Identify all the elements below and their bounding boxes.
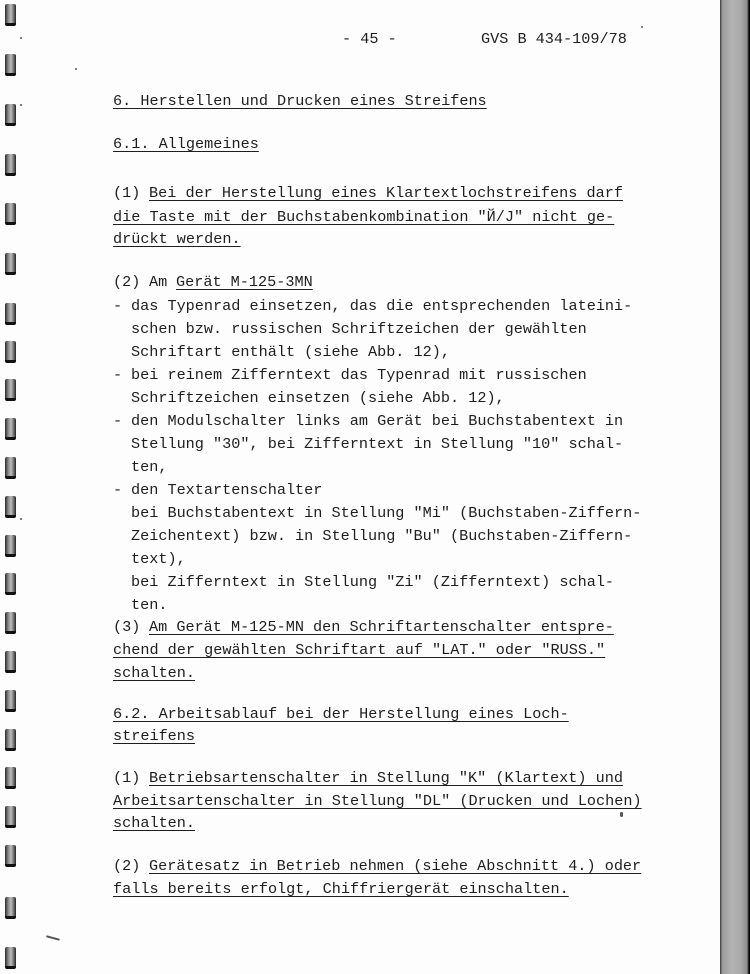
binder-hole <box>5 612 16 634</box>
bullet-line: bei Buchstabentext in Stellung "Mi" (Buchstaben-Ziffern- <box>131 504 642 522</box>
binder-hole <box>5 897 16 919</box>
bullet-line: schen bzw. russischen Schriftzeichen der gewählten <box>131 320 587 338</box>
binder-hole <box>5 54 16 76</box>
paragraph-line: Betriebsartenschalter in Stellung "K" (Klartext) und <box>149 769 623 787</box>
bullet-line: Stellung "30", bei Zifferntext in Stellung "10" schal- <box>131 435 624 453</box>
bullet-line: den Modulschalter links am Gerät bei Buchstabentext in <box>131 412 624 430</box>
scan-speck <box>620 812 623 817</box>
document-reference: GVS B 434-109/78 <box>481 30 627 48</box>
page-number: - 45 - <box>342 30 397 48</box>
binder-hole <box>5 418 16 440</box>
binder-hole <box>5 154 16 176</box>
item-label: (1) <box>113 769 141 787</box>
binder-hole <box>5 341 16 363</box>
bullet-line: ten, <box>131 458 168 476</box>
paragraph-line: chend der gewählten Schriftart auf "LAT." oder "RUSS." <box>113 641 606 659</box>
binder-hole <box>5 767 16 789</box>
bullet-line: Zeichentext) bzw. in Stellung "Bu" (Buchstaben-Ziffern- <box>131 527 633 545</box>
item-label: (2) <box>113 857 141 875</box>
section-heading-6-1: 6.1. Allgemeines <box>113 135 259 153</box>
paragraph-line: Arbeitsartenschalter in Stellung "DL" (Drucken und Lochen) <box>113 792 642 810</box>
page-edge-shadow <box>720 0 750 974</box>
bullet-line: Schriftart enthält (siehe Abb. 12), <box>131 343 450 361</box>
binder-hole <box>5 690 16 712</box>
binder-hole <box>5 4 16 26</box>
paragraph-line: drückt werden. <box>113 230 241 248</box>
scan-speck <box>20 518 22 520</box>
bullet-line: bei Zifferntext in Stellung "Zi" (Zifferntext) schal- <box>131 573 615 591</box>
binder-hole <box>5 729 16 751</box>
paragraph-line: Gerätesatz in Betrieb nehmen (siehe Abschnitt 4.) oder <box>149 857 642 875</box>
heading-line: 6.2. Arbeitsablauf bei der Herstellung eines Loch- <box>113 705 569 723</box>
binder-hole <box>5 535 16 557</box>
scan-speck <box>75 68 77 70</box>
bullet-marker: - <box>113 297 123 315</box>
bullet-marker: - <box>113 481 123 499</box>
paragraph-line: Bei der Herstellung eines Klartextlochstreifens darf <box>149 184 623 202</box>
paragraph-line: schalten. <box>113 814 196 832</box>
device-name: Gerät M-125-3MN <box>176 273 313 291</box>
paragraph-line: Am Gerät M-125-MN den Schriftartenschalter entspre- <box>149 618 614 636</box>
bullet-marker: - <box>113 412 123 430</box>
binder-hole <box>5 496 16 518</box>
binder-hole <box>5 303 16 325</box>
bullet-line: ten. <box>131 596 168 614</box>
binder-hole <box>5 845 16 867</box>
binder-hole <box>5 651 16 673</box>
bullet-line: das Typenrad einsetzen, das die entsprechenden lateini- <box>131 297 633 315</box>
scan-speck <box>46 935 60 940</box>
scan-speck <box>641 26 643 28</box>
paragraph-line: falls bereits erfolgt, Chiffriergerät einschalten. <box>113 880 569 898</box>
binder-hole <box>5 573 16 595</box>
binder-hole <box>5 104 16 126</box>
item-label: (2) <box>113 273 141 291</box>
intro-prefix: Am <box>149 273 168 291</box>
binder-hole <box>5 253 16 275</box>
binder-hole <box>5 947 16 969</box>
scan-speck <box>20 37 22 39</box>
bullet-marker: - <box>113 366 123 384</box>
heading-line: streifens <box>113 727 196 745</box>
binder-hole <box>5 203 16 225</box>
item-label: (3) <box>113 618 141 636</box>
binder-hole <box>5 806 16 828</box>
item-label: (1) <box>113 184 141 202</box>
bullet-line: bei reinem Zifferntext das Typenrad mit russischen <box>131 366 587 384</box>
section-heading-6: 6. Herstellen und Drucken eines Streifens <box>113 92 487 110</box>
paragraph-line: schalten. <box>113 664 196 682</box>
scan-speck <box>20 104 22 106</box>
binder-hole <box>5 457 16 479</box>
bullet-line: text), <box>131 550 186 568</box>
bullet-line: Schriftzeichen einsetzen (siehe Abb. 12), <box>131 389 505 407</box>
bullet-line: den Textartenschalter <box>131 481 323 499</box>
paragraph-line: die Taste mit der Buchstabenkombination "Й/J" nicht ge- <box>113 208 615 226</box>
binder-hole <box>5 379 16 401</box>
